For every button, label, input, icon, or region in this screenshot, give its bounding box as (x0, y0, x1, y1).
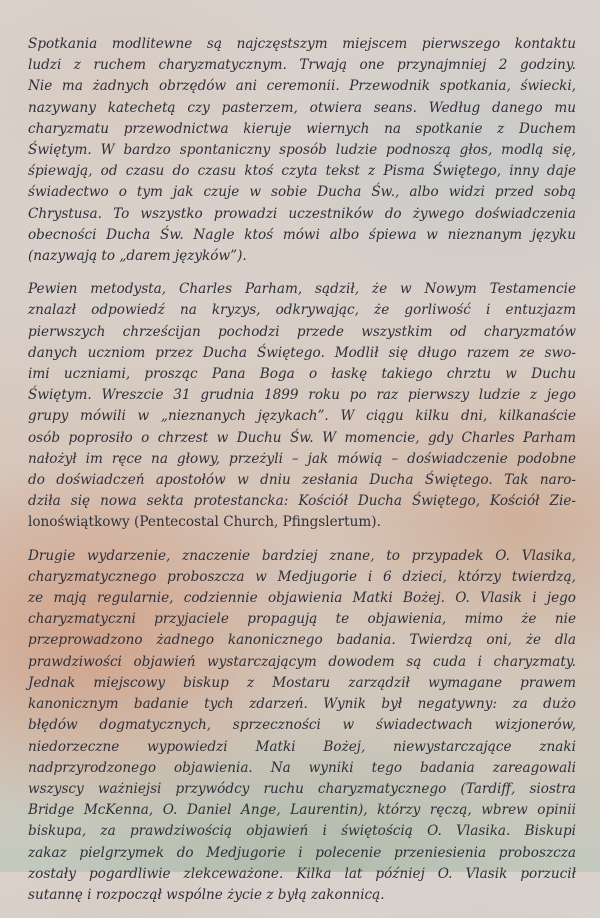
text-line: Bridge McKenna, O. Daniel Ange, Laurentin), którzy ręczą, wbrew opinii (28, 802, 576, 819)
text-line: świadectwo o tym jak czuje w sobie Ducha Św., albo widzi przed sobą (28, 184, 576, 201)
text-line: ze mają regularnie, codziennie objawienia Matki Bożej. O. Vlasik i jego (28, 590, 576, 607)
text-line: osób poprosiło o chrzest w Duchu Św. W momencie, gdy Charles Parham (28, 429, 576, 446)
text-line: sutannę i rozpoczął wspólne życie z byłą zakonnicą. (28, 886, 385, 903)
text-line: prawdziwości objawień wystarczającym dowodem są cuda i charyzmaty. (28, 653, 576, 670)
text-line: ludzi z ruchem charyzmatycznym. Trwają one przynajmniej 2 godziny. (28, 57, 576, 74)
text-line: dziła się nowa sekta protestancka: Kościół Ducha Świętego, Kościół Zie- (28, 493, 576, 510)
text-line: nadprzyrodzonego objawienia. Na wyniki tego badania zareagowali (28, 759, 576, 776)
text-line: Pewien metodysta, Charles Parham, sądził, że w Nowym Testamencie (28, 281, 576, 298)
paragraph-charles-parham (28, 279, 576, 533)
paragraph-prayer-meetings (28, 34, 576, 267)
text-line: obecności Ducha Św. Nagle ktoś mówi albo śpiewa w nieznanym języku (28, 226, 576, 243)
text-line: (nazywają to „darem języków”). (28, 248, 247, 265)
text-line: Chrystusa. To wszystko prowadzi uczestników do żywego doświadczenia (28, 205, 576, 222)
text-line: zostały pogardliwie zlekceważone. Kilka lat później O. Vlasik porzucił (28, 865, 576, 882)
text-line: imi uczniami, prosząc Pana Boga o łaskę takiego chrztu w Duchu (28, 366, 576, 383)
text-line: kanonicznym badanie tych zdarzeń. Wynik był negatywny: za dużo (28, 696, 576, 713)
text-line: nazywany katechetą czy pasterzem, otwiera seans. Według danego mu (28, 99, 576, 116)
text-line: Spotkania modlitewne są najczęstszym miejscem pierwszego kontaktu (28, 36, 576, 52)
text-line: charyzmatycznego proboszcza w Medjugorie i 6 dzieci, którzy twierdzą, (28, 568, 576, 585)
text-line: śpiewają, od czasu do czasu ktoś czyta tekst z Pisma Świętego, inny daje (28, 163, 576, 180)
text-line: pierwszych chrześcijan pochodzi przede wszystkim od charyzmatów (28, 323, 576, 340)
text-line: znalazł odpowiedź na kryzys, odkrywając, że gorliwość i entuzjazm (28, 302, 576, 319)
text-line: wszyscy ważniejsi przywódcy ruchu charyzmatycznego (Tardiff, siostra (28, 780, 576, 797)
text-line: charyzmatyczni przyjaciele propagują te objawienia, mimo że nie (28, 611, 576, 628)
text-line: charyzmatu przewodnictwa kieruje wiernych na spotkanie z Duchem (28, 120, 576, 137)
book-page-text (28, 34, 576, 918)
text-line: zakaz pielgrzymek do Medjugorie i polecenie przeniesienia proboszcza (28, 844, 576, 861)
text-line: Świętym. W bardzo spontaniczny sposób ludzie podnoszą głos, modlą się, (28, 142, 576, 159)
text-line: Nie ma żadnych obrzędów ani ceremonii. Przewodnik spotkania, świecki, (28, 78, 576, 95)
text-line: niedorzeczne wypowiedzi Matki Bożej, niewystarczające znaki (28, 738, 576, 755)
text-line: lonoświątkowy (Pentecostal Church, Pfingslertum). (28, 514, 381, 531)
text-line: przeprowadzono żadnego kanonicznego badania. Twierdzą oni, że dla (28, 632, 576, 649)
paragraph-medjugorie (28, 546, 576, 906)
text-line: biskupa, za prawdziwością objawień i świętością O. Vlasika. Biskupi (28, 823, 576, 840)
text-line: Świętym. Wreszcie 31 grudnia 1899 roku po raz pierwszy ludzie z jego (28, 387, 576, 404)
text-line: Drugie wydarzenie, znaczenie bardziej znane, to przypadek O. Vlasika, (28, 547, 576, 564)
text-line: grupy mówili w „nieznanych językach”. W ciągu kilku dni, kilkanaście (28, 408, 576, 425)
text-line: do doświadczeń apostołów w dniu zesłania Ducha Świętego. Tak naro- (28, 472, 576, 489)
text-line: nałożył im ręce na głowy, przeżyli – jak mówią – doświadczenie podobne (28, 450, 576, 467)
text-line: Jednak miejscowy biskup z Mostaru zarządził wymagane prawem (28, 674, 576, 691)
text-line: błędów dogmatycznych, sprzeczności w świadectwach wizjonerów, (28, 717, 576, 734)
text-line: danych uczniom przez Ducha Świętego. Modlił się długo razem ze swo- (28, 344, 576, 361)
